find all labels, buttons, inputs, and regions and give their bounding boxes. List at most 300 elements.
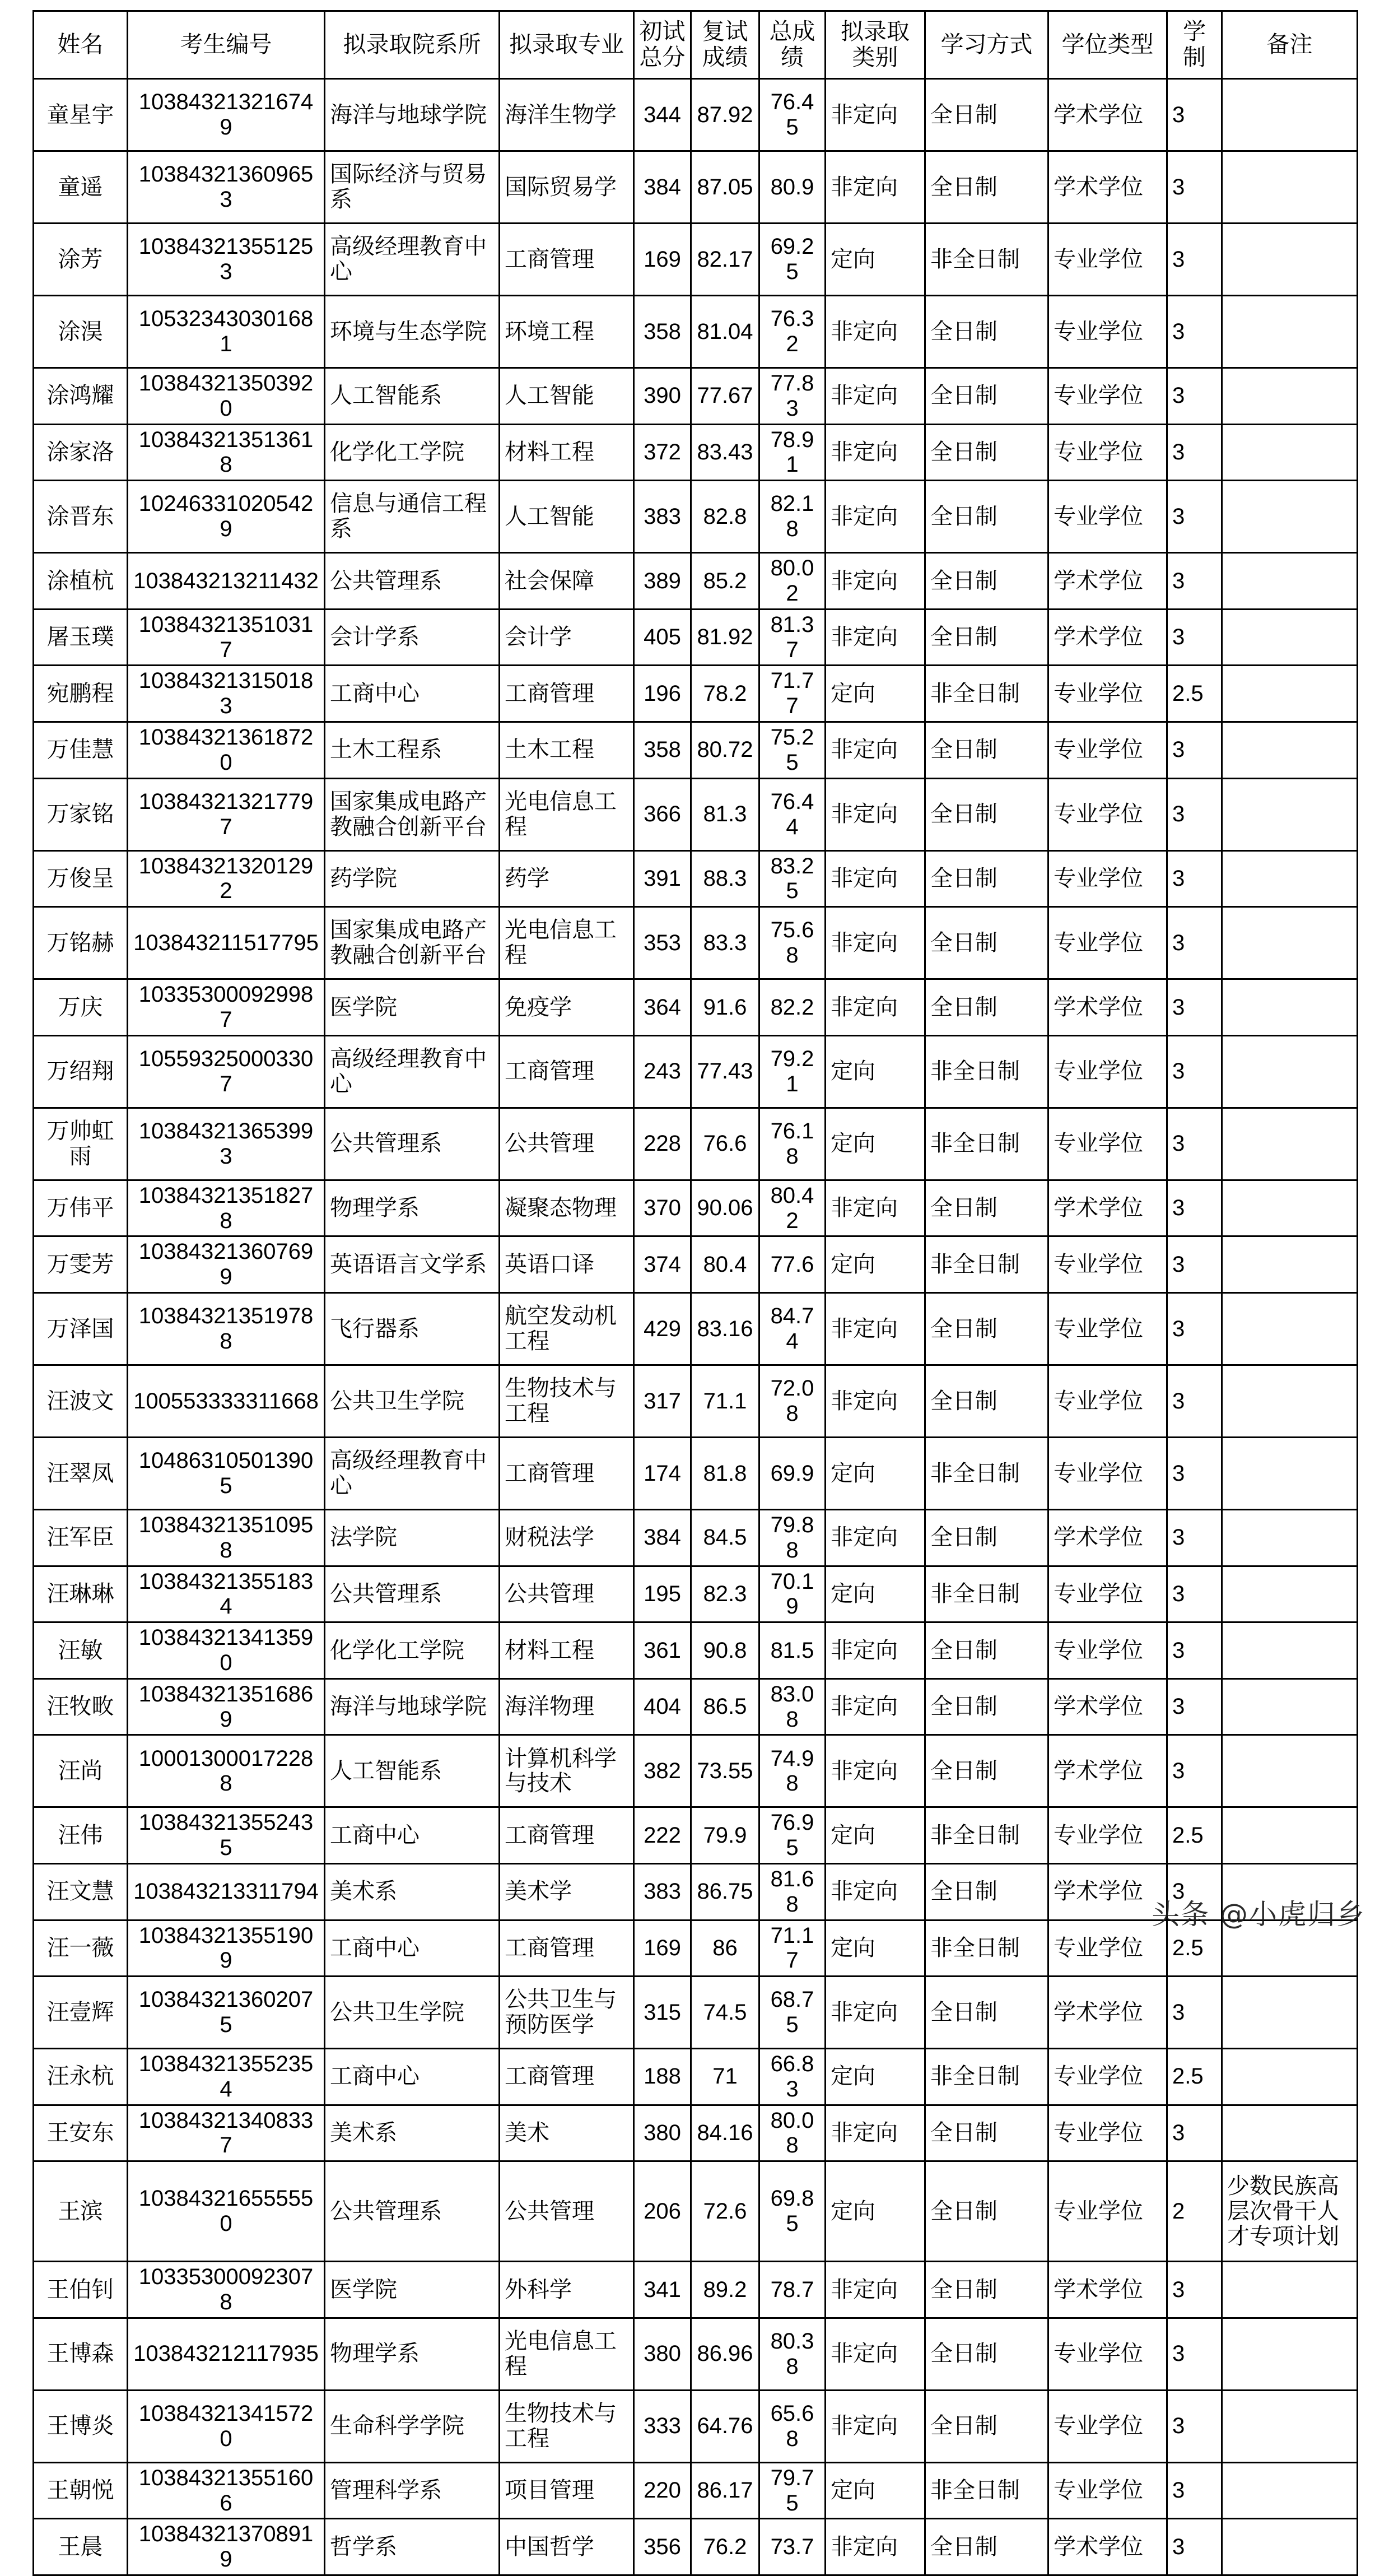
cell-remarks	[1222, 296, 1358, 368]
cell-study-mode: 全日制	[925, 553, 1048, 610]
table-row	[34, 224, 1358, 296]
cell-study-mode: 非全日制	[925, 1108, 1048, 1180]
cell-department: 工商中心	[325, 2049, 500, 2105]
cell-candidate-id: 103843213609653	[128, 151, 325, 224]
cell-remarks	[1222, 1622, 1358, 1679]
cell-remarks	[1222, 1108, 1358, 1180]
table-row	[34, 1236, 1358, 1293]
cell-degree-type: 学术学位	[1048, 553, 1167, 610]
cell-total-score: 82.2	[759, 979, 826, 1036]
cell-department: 生命科学学院	[325, 2390, 500, 2462]
cell-department: 公共卫生学院	[325, 1977, 500, 2049]
cell-remarks	[1222, 2105, 1358, 2161]
cell-candidate-id: 103843213503920	[128, 368, 325, 425]
cell-department: 公共卫生学院	[325, 1365, 500, 1437]
cell-duration: 3	[1167, 2390, 1222, 2462]
column-header-degree-type: 学位类型	[1048, 11, 1167, 79]
cell-preliminary-score: 358	[634, 296, 691, 368]
cell-remarks	[1222, 424, 1358, 481]
cell-study-mode: 全日制	[925, 368, 1048, 425]
cell-total-score: 78.91	[759, 424, 826, 481]
watermark: 头条 @小虎归乡	[1152, 1898, 1365, 1931]
cell-preliminary-score: 390	[634, 368, 691, 425]
cell-department: 公共管理系	[325, 2161, 500, 2262]
cell-duration: 3	[1167, 979, 1222, 1036]
cell-admission-category: 非定向	[826, 1735, 925, 1807]
cell-duration: 3	[1167, 609, 1222, 666]
column-header-duration: 学制	[1167, 11, 1222, 79]
cell-total-score: 73.7	[759, 2519, 826, 2575]
cell-candidate-id: 103843211517795	[128, 907, 325, 979]
cell-degree-type: 学术学位	[1048, 2519, 1167, 2575]
cell-major: 社会保障	[500, 553, 634, 610]
cell-preliminary-score: 356	[634, 2519, 691, 2575]
cell-name: 王安东	[34, 2105, 128, 2161]
table-row	[34, 1292, 1358, 1365]
cell-preliminary-score: 383	[634, 481, 691, 553]
cell-admission-category: 非定向	[826, 722, 925, 778]
cell-degree-type: 学术学位	[1048, 1180, 1167, 1236]
cell-admission-category: 非定向	[826, 778, 925, 850]
cell-admission-category: 定向	[826, 2462, 925, 2519]
cell-department: 高级经理教育中心	[325, 1437, 500, 1509]
cell-remarks	[1222, 1807, 1358, 1864]
cell-remarks	[1222, 2318, 1358, 2390]
cell-remarks	[1222, 2049, 1358, 2105]
cell-preliminary-score: 206	[634, 2161, 691, 2262]
cell-total-score: 69.9	[759, 1437, 826, 1509]
cell-retest-score: 77.67	[691, 368, 759, 425]
cell-admission-category: 定向	[826, 2049, 925, 2105]
cell-preliminary-score: 358	[634, 722, 691, 778]
cell-name: 涂鸿耀	[34, 368, 128, 425]
cell-degree-type: 专业学位	[1048, 1807, 1167, 1864]
cell-retest-score: 81.3	[691, 778, 759, 850]
cell-preliminary-score: 366	[634, 778, 691, 850]
cell-degree-type: 专业学位	[1048, 2049, 1167, 2105]
table-row	[34, 1735, 1358, 1807]
cell-candidate-id: 105593250003307	[128, 1035, 325, 1108]
table-row	[34, 1108, 1358, 1180]
cell-name: 万俊呈	[34, 850, 128, 907]
cell-major: 光电信息工程	[500, 778, 634, 850]
cell-department: 医学院	[325, 979, 500, 1036]
cell-major: 英语口译	[500, 1236, 634, 1293]
cell-study-mode: 全日制	[925, 778, 1048, 850]
cell-candidate-id: 103843213551834	[128, 1566, 325, 1622]
cell-candidate-id: 103843213211432	[128, 553, 325, 610]
cell-major: 国际贸易学	[500, 151, 634, 224]
cell-candidate-id: 103843213415720	[128, 2390, 325, 2462]
cell-preliminary-score: 341	[634, 2262, 691, 2318]
cell-retest-score: 82.8	[691, 481, 759, 553]
cell-degree-type: 学术学位	[1048, 609, 1167, 666]
cell-department: 人工智能系	[325, 1735, 500, 1807]
table-row	[34, 609, 1358, 666]
cell-remarks: 少数民族高层次骨干人才专项计划	[1222, 2161, 1358, 2262]
cell-total-score: 77.6	[759, 1236, 826, 1293]
cell-department: 海洋与地球学院	[325, 1678, 500, 1735]
cell-degree-type: 专业学位	[1048, 1365, 1167, 1437]
cell-major: 药学	[500, 850, 634, 907]
cell-name: 王朝悦	[34, 2462, 128, 2519]
cell-retest-score: 81.92	[691, 609, 759, 666]
cell-name: 王博炎	[34, 2390, 128, 2462]
cell-major: 外科学	[500, 2262, 634, 2318]
table-row	[34, 979, 1358, 1036]
cell-major: 工商管理	[500, 2049, 634, 2105]
cell-retest-score: 88.3	[691, 850, 759, 907]
cell-admission-category: 定向	[826, 1807, 925, 1864]
cell-department: 化学化工学院	[325, 424, 500, 481]
cell-study-mode: 全日制	[925, 1678, 1048, 1735]
cell-duration: 3	[1167, 1566, 1222, 1622]
cell-major: 航空发动机工程	[500, 1292, 634, 1365]
cell-total-score: 66.83	[759, 2049, 826, 2105]
cell-admission-category: 非定向	[826, 1622, 925, 1679]
cell-candidate-id: 103843213602075	[128, 1977, 325, 2049]
cell-duration: 3	[1167, 1977, 1222, 2049]
cell-total-score: 81.68	[759, 1863, 826, 1920]
cell-remarks	[1222, 2390, 1358, 2462]
table-row	[34, 2318, 1358, 2390]
cell-preliminary-score: 195	[634, 1566, 691, 1622]
cell-duration: 3	[1167, 79, 1222, 151]
cell-duration: 3	[1167, 151, 1222, 224]
cell-total-score: 79.21	[759, 1035, 826, 1108]
cell-department: 国家集成电路产教融合创新平台	[325, 907, 500, 979]
cell-candidate-id: 103843213311794	[128, 1863, 325, 1920]
cell-study-mode: 全日制	[925, 609, 1048, 666]
cell-degree-type: 专业学位	[1048, 1292, 1167, 1365]
cell-study-mode: 全日制	[925, 2161, 1048, 2262]
table-row	[34, 1678, 1358, 1735]
cell-study-mode: 全日制	[925, 1977, 1048, 2049]
cell-remarks	[1222, 722, 1358, 778]
column-header-major: 拟录取专业	[500, 11, 634, 79]
cell-major: 工商管理	[500, 666, 634, 722]
cell-department: 人工智能系	[325, 368, 500, 425]
cell-major: 海洋生物学	[500, 79, 634, 151]
cell-major: 海洋物理	[500, 1678, 634, 1735]
cell-candidate-id: 103843213217797	[128, 778, 325, 850]
table-row	[34, 1566, 1358, 1622]
cell-remarks	[1222, 666, 1358, 722]
cell-major: 人工智能	[500, 368, 634, 425]
cell-department: 公共管理系	[325, 553, 500, 610]
cell-duration: 3	[1167, 2519, 1222, 2575]
cell-candidate-id: 103843213552354	[128, 2049, 325, 2105]
cell-candidate-id: 103843213551253	[128, 224, 325, 296]
cell-remarks	[1222, 850, 1358, 907]
cell-total-score: 80.08	[759, 2105, 826, 2161]
cell-retest-score: 82.17	[691, 224, 759, 296]
cell-total-score: 80.9	[759, 151, 826, 224]
cell-name: 王滨	[34, 2161, 128, 2262]
cell-candidate-id: 103843213618720	[128, 722, 325, 778]
cell-remarks	[1222, 2462, 1358, 2519]
cell-retest-score: 86.5	[691, 1678, 759, 1735]
cell-degree-type: 专业学位	[1048, 224, 1167, 296]
cell-candidate-id: 103843213653993	[128, 1108, 325, 1180]
cell-remarks	[1222, 1365, 1358, 1437]
cell-department: 药学院	[325, 850, 500, 907]
cell-preliminary-score: 404	[634, 1678, 691, 1735]
cell-degree-type: 专业学位	[1048, 850, 1167, 907]
cell-admission-category: 定向	[826, 1437, 925, 1509]
cell-study-mode: 全日制	[925, 2105, 1048, 2161]
cell-degree-type: 专业学位	[1048, 2462, 1167, 2519]
cell-admission-category: 非定向	[826, 424, 925, 481]
table-row	[34, 850, 1358, 907]
cell-study-mode: 非全日制	[925, 666, 1048, 722]
cell-admission-category: 定向	[826, 1035, 925, 1108]
cell-admission-category: 非定向	[826, 907, 925, 979]
cell-remarks	[1222, 2262, 1358, 2318]
cell-study-mode: 非全日制	[925, 2462, 1048, 2519]
cell-admission-category: 非定向	[826, 1292, 925, 1365]
cell-total-score: 76.95	[759, 1807, 826, 1864]
cell-major: 工商管理	[500, 1807, 634, 1864]
cell-candidate-id: 100013000172288	[128, 1735, 325, 1807]
cell-name: 涂家洛	[34, 424, 128, 481]
cell-name: 汪文慧	[34, 1863, 128, 1920]
cell-remarks	[1222, 368, 1358, 425]
cell-retest-score: 84.16	[691, 2105, 759, 2161]
table-row	[34, 1622, 1358, 1679]
cell-retest-score: 76.2	[691, 2519, 759, 2575]
cell-candidate-id: 104863105013905	[128, 1437, 325, 1509]
cell-remarks	[1222, 1236, 1358, 1293]
table-row	[34, 1509, 1358, 1566]
cell-major: 公共管理	[500, 2161, 634, 2262]
cell-candidate-id: 103843213513618	[128, 424, 325, 481]
cell-admission-category: 非定向	[826, 1977, 925, 2049]
cell-retest-score: 71.1	[691, 1365, 759, 1437]
cell-study-mode: 全日制	[925, 1509, 1048, 1566]
cell-degree-type: 专业学位	[1048, 1566, 1167, 1622]
cell-study-mode: 全日制	[925, 907, 1048, 979]
cell-total-score: 75.25	[759, 722, 826, 778]
cell-study-mode: 非全日制	[925, 1437, 1048, 1509]
cell-retest-score: 77.43	[691, 1035, 759, 1108]
cell-major: 土木工程	[500, 722, 634, 778]
cell-candidate-id: 103843213519788	[128, 1292, 325, 1365]
cell-total-score: 68.75	[759, 1977, 826, 2049]
cell-department: 国家集成电路产教融合创新平台	[325, 778, 500, 850]
cell-candidate-id: 105323430301681	[128, 296, 325, 368]
cell-degree-type: 专业学位	[1048, 2318, 1167, 2390]
cell-major: 材料工程	[500, 424, 634, 481]
cell-duration: 3	[1167, 1292, 1222, 1365]
cell-total-score: 84.74	[759, 1292, 826, 1365]
cell-candidate-id: 103843213518278	[128, 1180, 325, 1236]
table-row	[34, 2105, 1358, 2161]
cell-degree-type: 学术学位	[1048, 2262, 1167, 2318]
cell-study-mode: 全日制	[925, 2318, 1048, 2390]
cell-admission-category: 非定向	[826, 553, 925, 610]
cell-duration: 3	[1167, 481, 1222, 553]
cell-major: 工商管理	[500, 1437, 634, 1509]
cell-candidate-id: 103843213408337	[128, 2105, 325, 2161]
cell-admission-category: 定向	[826, 2161, 925, 2262]
cell-total-score: 83.08	[759, 1678, 826, 1735]
cell-retest-score: 71	[691, 2049, 759, 2105]
cell-total-score: 81.5	[759, 1622, 826, 1679]
cell-preliminary-score: 383	[634, 1863, 691, 1920]
cell-major: 生物技术与工程	[500, 2390, 634, 2462]
cell-total-score: 72.08	[759, 1365, 826, 1437]
cell-admission-category: 非定向	[826, 2318, 925, 2390]
cell-degree-type: 专业学位	[1048, 2105, 1167, 2161]
cell-name: 万佳慧	[34, 722, 128, 778]
cell-major: 财税法学	[500, 1509, 634, 1566]
cell-name: 万家铭	[34, 778, 128, 850]
cell-retest-score: 86	[691, 1920, 759, 1977]
cell-total-score: 83.25	[759, 850, 826, 907]
cell-candidate-id: 103843213551909	[128, 1920, 325, 1977]
cell-study-mode: 全日制	[925, 2262, 1048, 2318]
cell-degree-type: 学术学位	[1048, 1678, 1167, 1735]
cell-name: 王博森	[34, 2318, 128, 2390]
cell-remarks	[1222, 1735, 1358, 1807]
column-header-study-mode: 学习方式	[925, 11, 1048, 79]
cell-name: 汪敏	[34, 1622, 128, 1679]
cell-degree-type: 专业学位	[1048, 1437, 1167, 1509]
cell-degree-type: 专业学位	[1048, 666, 1167, 722]
cell-remarks	[1222, 1437, 1358, 1509]
cell-preliminary-score: 196	[634, 666, 691, 722]
cell-study-mode: 非全日制	[925, 1920, 1048, 1977]
cell-department: 公共管理系	[325, 1566, 500, 1622]
cell-name: 汪尚	[34, 1735, 128, 1807]
cell-name: 童遥	[34, 151, 128, 224]
cell-total-score: 71.17	[759, 1920, 826, 1977]
cell-admission-category: 非定向	[826, 1509, 925, 1566]
cell-degree-type: 专业学位	[1048, 1622, 1167, 1679]
cell-duration: 2.5	[1167, 666, 1222, 722]
cell-name: 汪永杭	[34, 2049, 128, 2105]
cell-name: 汪伟	[34, 1807, 128, 1864]
cell-study-mode: 全日制	[925, 1863, 1048, 1920]
cell-degree-type: 专业学位	[1048, 296, 1167, 368]
cell-major: 公共管理	[500, 1566, 634, 1622]
cell-department: 医学院	[325, 2262, 500, 2318]
cell-study-mode: 非全日制	[925, 1807, 1048, 1864]
cell-preliminary-score: 174	[634, 1437, 691, 1509]
cell-study-mode: 非全日制	[925, 1035, 1048, 1108]
cell-major: 工商管理	[500, 1920, 634, 1977]
cell-retest-score: 86.75	[691, 1863, 759, 1920]
cell-admission-category: 非定向	[826, 1180, 925, 1236]
column-header-admission-category: 拟录取类别	[826, 11, 925, 79]
cell-duration: 3	[1167, 1365, 1222, 1437]
cell-study-mode: 全日制	[925, 979, 1048, 1036]
cell-retest-score: 84.5	[691, 1509, 759, 1566]
cell-admission-category: 非定向	[826, 151, 925, 224]
cell-department: 物理学系	[325, 1180, 500, 1236]
cell-retest-score: 87.92	[691, 79, 759, 151]
cell-admission-category: 非定向	[826, 850, 925, 907]
cell-preliminary-score: 243	[634, 1035, 691, 1108]
table-row	[34, 2049, 1358, 2105]
cell-admission-category: 非定向	[826, 609, 925, 666]
cell-candidate-id: 103843213510958	[128, 1509, 325, 1566]
table-row	[34, 553, 1358, 610]
cell-remarks	[1222, 2519, 1358, 2575]
cell-preliminary-score: 315	[634, 1977, 691, 2049]
cell-preliminary-score: 384	[634, 151, 691, 224]
cell-major: 光电信息工程	[500, 907, 634, 979]
cell-department: 美术系	[325, 1863, 500, 1920]
cell-duration: 3	[1167, 1108, 1222, 1180]
cell-preliminary-score: 169	[634, 1920, 691, 1977]
cell-degree-type: 专业学位	[1048, 907, 1167, 979]
cell-remarks	[1222, 1678, 1358, 1735]
cell-duration: 3	[1167, 224, 1222, 296]
cell-preliminary-score: 374	[634, 1236, 691, 1293]
cell-total-score: 79.75	[759, 2462, 826, 2519]
cell-duration: 3	[1167, 1863, 1222, 1920]
cell-name: 汪军臣	[34, 1509, 128, 1566]
cell-preliminary-score: 169	[634, 224, 691, 296]
cell-admission-category: 定向	[826, 1236, 925, 1293]
cell-major: 项目管理	[500, 2462, 634, 2519]
cell-candidate-id: 103843213708919	[128, 2519, 325, 2575]
cell-study-mode: 全日制	[925, 1622, 1048, 1679]
cell-department: 高级经理教育中心	[325, 224, 500, 296]
cell-study-mode: 非全日制	[925, 1566, 1048, 1622]
cell-remarks	[1222, 1509, 1358, 1566]
cell-total-score: 65.68	[759, 2390, 826, 2462]
cell-name: 涂芳	[34, 224, 128, 296]
cell-remarks	[1222, 1292, 1358, 1365]
cell-remarks	[1222, 79, 1358, 151]
cell-admission-category: 定向	[826, 666, 925, 722]
cell-admission-category: 非定向	[826, 2390, 925, 2462]
cell-preliminary-score: 333	[634, 2390, 691, 2462]
cell-major: 工商管理	[500, 224, 634, 296]
column-header-dept: 拟录取院系所	[325, 11, 500, 79]
cell-remarks	[1222, 907, 1358, 979]
cell-total-score: 69.25	[759, 224, 826, 296]
cell-total-score: 76.32	[759, 296, 826, 368]
cell-duration: 3	[1167, 722, 1222, 778]
cell-degree-type: 学术学位	[1048, 1735, 1167, 1807]
table-row	[34, 1035, 1358, 1108]
cell-name: 王晨	[34, 2519, 128, 2575]
cell-department: 工商中心	[325, 1920, 500, 1977]
cell-department: 飞行器系	[325, 1292, 500, 1365]
cell-department: 会计学系	[325, 609, 500, 666]
cell-total-score: 69.85	[759, 2161, 826, 2262]
cell-preliminary-score: 344	[634, 79, 691, 151]
cell-name: 万伟平	[34, 1180, 128, 1236]
cell-retest-score: 80.4	[691, 1236, 759, 1293]
cell-duration: 3	[1167, 2105, 1222, 2161]
cell-major: 材料工程	[500, 1622, 634, 1679]
cell-total-score: 80.02	[759, 553, 826, 610]
cell-department: 管理科学系	[325, 2462, 500, 2519]
cell-remarks	[1222, 1566, 1358, 1622]
cell-preliminary-score: 361	[634, 1622, 691, 1679]
cell-department: 物理学系	[325, 2318, 500, 2390]
cell-duration: 3	[1167, 2462, 1222, 2519]
cell-total-score: 79.88	[759, 1509, 826, 1566]
cell-retest-score: 83.16	[691, 1292, 759, 1365]
cell-duration: 3	[1167, 778, 1222, 850]
cell-candidate-id: 103843213413590	[128, 1622, 325, 1679]
